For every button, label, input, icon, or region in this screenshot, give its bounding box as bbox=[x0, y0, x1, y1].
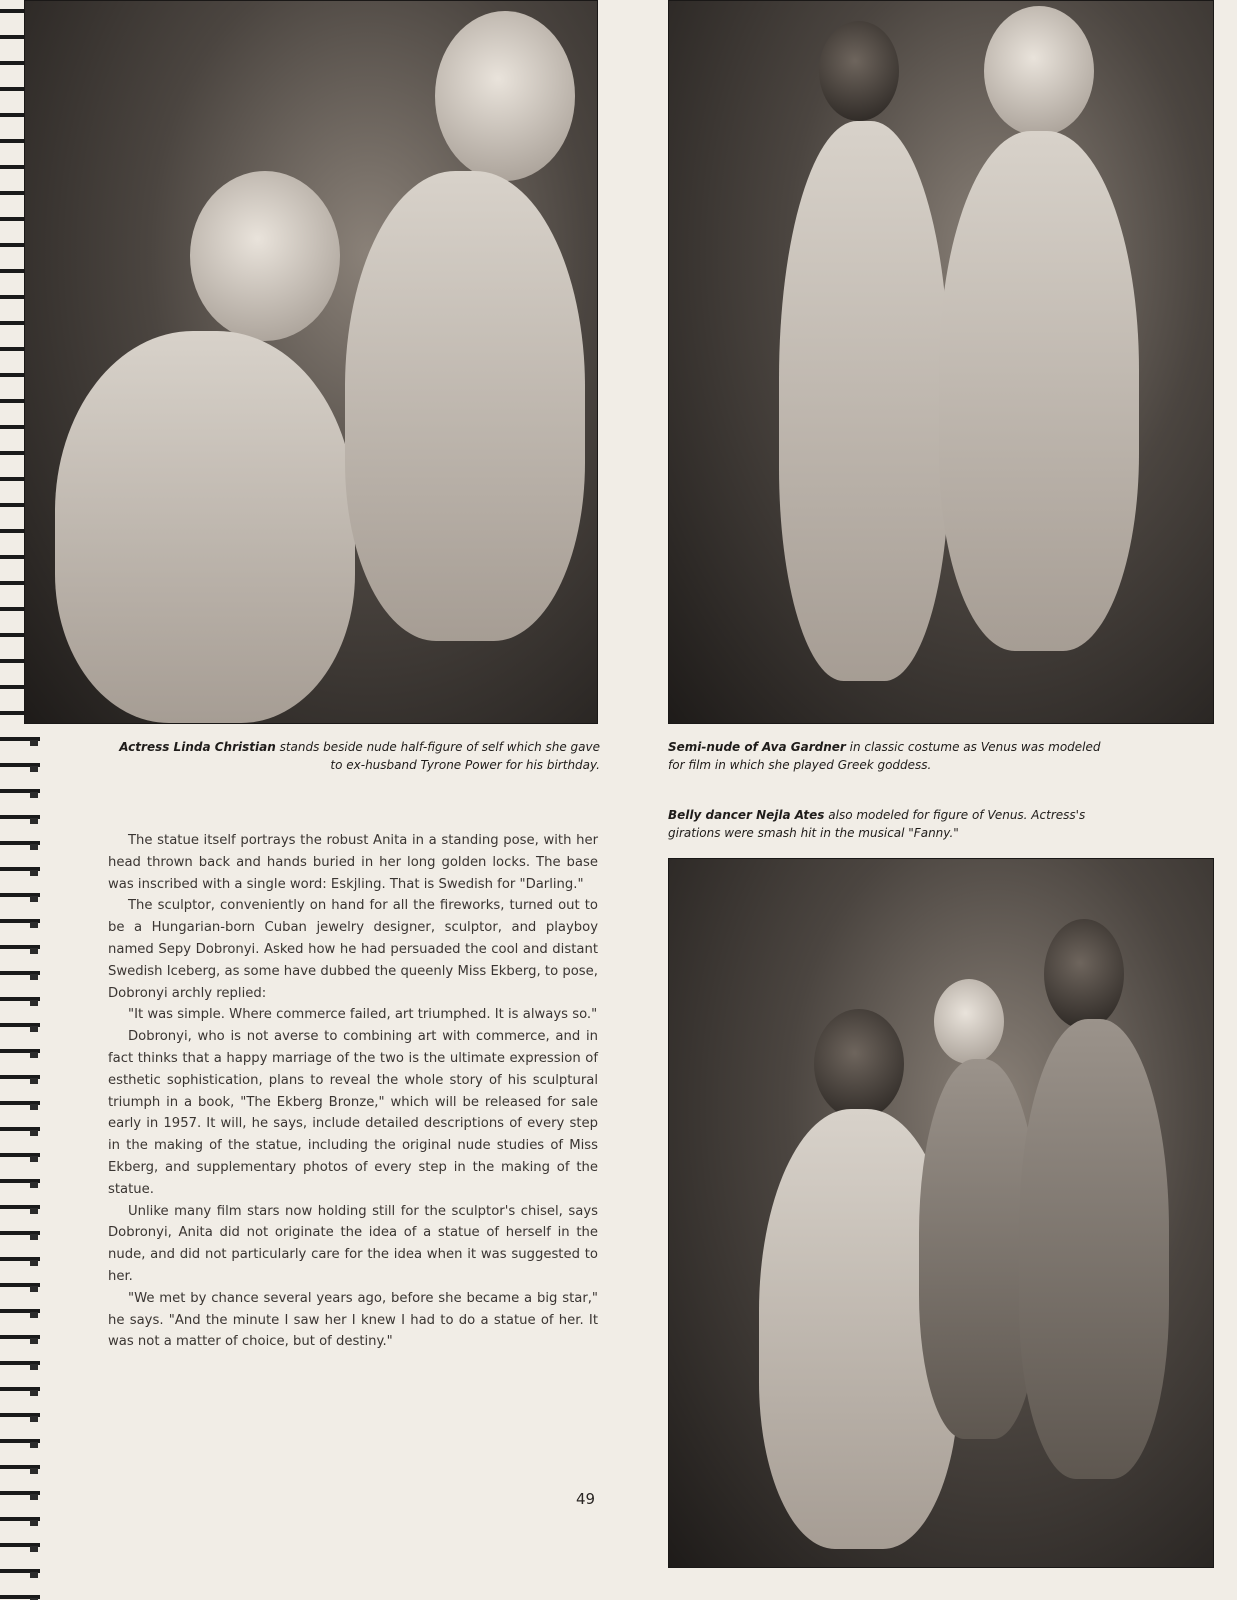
caption-ava-gardner: Semi-nude of Ava Gardner in classic costume as Venus was modeled for film in which she played Greek goddess. bbox=[668, 740, 1101, 772]
article-paragraph: "It was simple. Where commerce failed, art triumphed. It is always so." bbox=[128, 1007, 598, 1023]
article-paragraph: Dobronyi, who is not averse to combining art with commerce, and in fact thinks that a happy marriage of the two is the ultimate expression of esthetic sophistication, plans to reveal the whole story of his sculptural triumph in a book, "The Ekberg Bronze," which will be released for sale early in 1957. It will, he says, include detailed descriptions of every step in the making of the statue, including the original nude studies of Miss Ekberg, and supplementary photos of every step in the making of the statue. bbox=[108, 1029, 598, 1197]
photo-ava-gardner bbox=[668, 0, 1214, 724]
photo-nejla-ates bbox=[668, 858, 1214, 1568]
article-paragraph: The statue itself portrays the robust Anita in a standing pose, with her head thrown back and hands buried in her long golden locks. The base was inscribed with a single word: Eskjling. That is Swedish for "Darling." bbox=[108, 833, 598, 892]
caption-linda-christian: Actress Linda Christian stands beside nude half-figure of self which she gave to ex-husband Tyrone Power for his birthday. bbox=[119, 740, 600, 772]
photo-linda-christian bbox=[24, 0, 598, 724]
article-paragraph: Unlike many film stars now holding still for the sculptor's chisel, says Dobronyi, Anita did not originate the idea of a statue of herself in the nude, and did not particularly care for the idea when it was suggested to her. bbox=[108, 1203, 598, 1284]
article-body bbox=[108, 830, 598, 1353]
article-paragraph: "We met by chance several years ago, before she became a big star," he says. "And the minute I saw her I knew I had to do a statue of her. It was not a matter of choice, but of destiny." bbox=[108, 1290, 598, 1350]
page-number: 49 bbox=[576, 1490, 596, 1508]
caption-nejla-ates: Belly dancer Nejla Ates also modeled for figure of Venus. Actress's girations were smash hit in the musical "Fanny." bbox=[668, 808, 1086, 840]
article-paragraph: The sculptor, conveniently on hand for all the fireworks, turned out to be a Hungarian-born Cuban jewelry designer, sculptor, and playboy named Sepy Dobronyi. Asked how he had persuaded the cool and distant Swedish Iceberg, as some have dubbed the queenly Miss Ekberg, to pose, Dobronyi archly replied: bbox=[108, 898, 598, 1001]
